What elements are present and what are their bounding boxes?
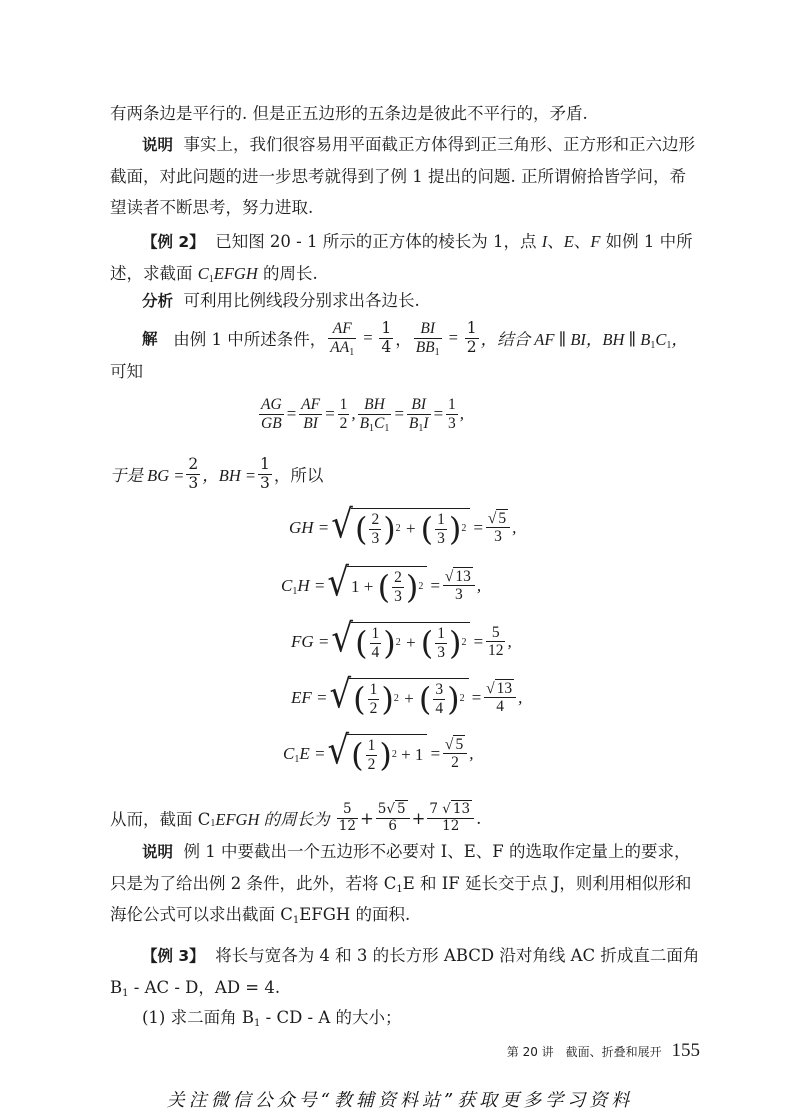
- fraction: $\frac{5√ 5}{6}$: [376, 802, 410, 834]
- fraction: $\frac{2}{3}$: [188, 455, 199, 492]
- example2-note: 说明 例 1 中要截出一个五边形不必要对 I、E、F 的选取作定量上的要求，只是为了给出例 2 条件，此外，若将 $C_1E$ 和 IF 延长交于点 J，则利用相似形和海伦公式可以求出截面 $C_1EFGH$ 的面积.: [110, 842, 692, 926]
- fraction: $\frac{5}{12}$: [338, 801, 356, 834]
- example3-label: 【例 3】: [142, 947, 205, 965]
- ratio-equation: $\frac{AG}{GB}$ = $\frac{AF}{BI}$ = $\frac{1}{2}$ , $\frac{BH}{B_1C_1}$ = $\frac{BI}{B_1I}$ = $\frac{1}{3}$ ,: [261, 396, 464, 434]
- page-footer: [507, 1040, 700, 1062]
- analysis: 分析 可利用比例线段分别求出各边长.: [142, 291, 420, 310]
- example3-q1: (1) 求二面角 $B_1$ - CD - A 的大小；: [142, 1008, 402, 1029]
- example2-label: 【例 2】: [142, 233, 205, 251]
- solution-line: 解 由例 1 中所述条件， $\frac{AF}{AA_1}$ = $\frac{1}{4}$ ， $\frac{BI}{BB_1}$ = $\frac{1}{2}$ ，结合 AF ∥ BI，BH ∥ B $_1C_1$，: [142, 319, 688, 358]
- fraction: $\frac{1}{3}$: [260, 455, 270, 492]
- fraction: $\frac{BI}{BB_1}$: [415, 320, 440, 358]
- note-label: 说明: [142, 136, 174, 154]
- fraction: $\frac{7 √ 13}{12}$: [427, 802, 474, 834]
- promo-banner: 关注微信公众号“教辅资料站”获取更多学习资料: [166, 1090, 634, 1111]
- c1h-equation: $C_1H$ = √ 1 + ( $\frac{2}{3}$ ) 2 = $\frac{√ 13}{3}$ ,: [281, 559, 482, 606]
- fg-equation: FG = √ ( $\frac{1}{4}$ ) 2 + ( $\frac{1}{3}$ ) 2 = $\frac{5}{12}$ ,: [291, 615, 512, 662]
- intro-note: 说明 事实上，我们很容易用平面截正方体得到正三角形、正方形和正六边形截面，对此问题的进一步思考就得到了例 1 提出的问题. 正所谓俯拾皆学问，希望读者不断思考，努力进取.: [110, 135, 696, 217]
- solution-label: 解: [142, 330, 158, 348]
- note-label: 说明: [142, 843, 174, 861]
- example3-statement: 【例 3】 将长与宽各为 4 和 3 的长方形 ABCD 沿对角线 AC 折成直二面角 $B_1$ - AC - D，AD = 4.: [110, 946, 700, 999]
- gh-equation: GH = √ ( $\frac{2}{3}$ ) 2 + ( $\frac{1}{3}$ ) 2 = $\frac{√ 5}{3}$ ,: [289, 501, 517, 548]
- fraction: $\frac{1}{4}$: [381, 319, 392, 356]
- page-number: 155: [671, 1040, 700, 1061]
- bg-bh-line: 于是 BG = $\frac{2}{3}$ ，BH = $\frac{1}{3}$ ，所以: [110, 455, 324, 492]
- chapter-title: 第 20 讲 截面、折叠和展开: [506, 1045, 662, 1059]
- fraction: $\frac{AF}{AA_1}$: [330, 320, 355, 358]
- example2-statement: 【例 2】 已知图 20 - 1 所示的正方体的棱长为 1，点 I、E、F 如例 1 中所述，求截面 $C_1EFGH$ 的周长.: [110, 232, 693, 285]
- perimeter-line: 从而，截面 C $_1$ EFGH 的周长为 $\frac{5}{12}$ + $\frac{5√ 5}{6}$ + $\frac{7 √ 13}{12}$ .: [110, 801, 482, 834]
- can-know: 可知: [110, 362, 143, 381]
- ef-equation: EF = √ ( $\frac{1}{2}$ ) 2 + ( $\frac{3}{4}$ ) 2 = $\frac{√ 13}{4}$ ,: [291, 671, 523, 718]
- c1e-equation: $C_1E$ = √ ( $\frac{1}{2}$ ) 2 + 1 = $\frac{√ 5}{2}$ ,: [283, 727, 474, 774]
- analysis-label: 分析: [142, 292, 174, 310]
- intro-line: 有两条边是平行的. 但是正五边形的五条边是彼此不平行的，矛盾.: [110, 104, 588, 123]
- fraction: $\frac{1}{2}$: [466, 319, 477, 356]
